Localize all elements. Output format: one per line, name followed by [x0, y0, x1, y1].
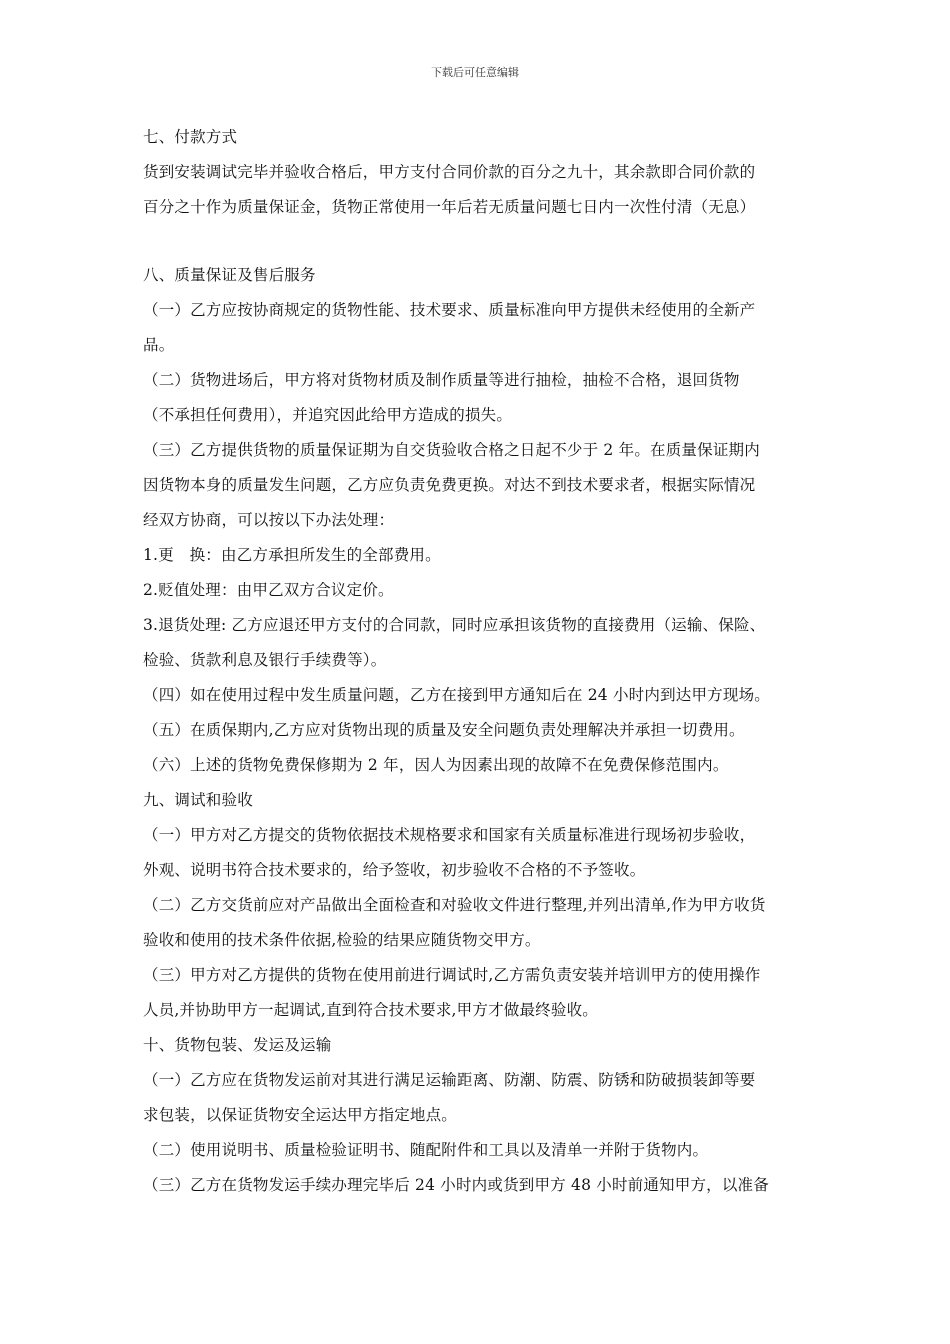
paragraph-line: （二）乙方交货前应对产品做出全面检查和对验收文件进行整理,并列出清单,作为甲方收货 [143, 896, 766, 914]
list-item: 3.退货处理: 乙方应退还甲方支付的合同款，同时应承担该货物的直接费用（运输、保险、 [143, 616, 766, 634]
paragraph-line: 经双方协商，可以按以下办法处理： [143, 511, 395, 529]
paragraph-line: （四）如在使用过程中发生质量问题，乙方在接到甲方通知后在 24 小时内到达甲方现场。 [143, 686, 770, 704]
paragraph-line: （三）乙方提供货物的质量保证期为自交货验收合格之日起不少于 2 年。在质量保证期内 [143, 441, 760, 459]
paragraph-line: 检验、货款利息及银行手续费等）。 [143, 651, 387, 669]
list-item: 2.贬值处理：由甲乙双方合议定价。 [143, 581, 394, 599]
paragraph-line: （二）使用说明书、质量检验证明书、随配附件和工具以及清单一并附于货物内。 [143, 1141, 709, 1159]
paragraph-line: （三）乙方在货物发运手续办理完毕后 24 小时内或货到甲方 48 小时前通知甲方，以准备 [143, 1176, 769, 1194]
paragraph-line: 求包装，以保证货物安全运达甲方指定地点。 [143, 1106, 458, 1124]
paragraph-line: （一）乙方应按协商规定的货物性能、技术要求、质量标准向甲方提供未经使用的全新产 [143, 301, 756, 319]
section-heading-packaging: 十、货物包装、发运及运输 [143, 1036, 332, 1054]
document-body [143, 120, 808, 1203]
paragraph-line: 货到安装调试完毕并验收合格后，甲方支付合同价款的百分之九十，其余款即合同价款的 [143, 163, 756, 181]
paragraph-line: 外观、说明书符合技术要求的，给予签收，初步验收不合格的不予签收。 [143, 861, 646, 879]
paragraph-line: 因货物本身的质量发生问题，乙方应负责免费更换。对达不到技术要求者，根据实际情况 [143, 476, 756, 494]
list-item: 1.更 换：由乙方承担所发生的全部费用。 [143, 546, 441, 564]
paragraph-line: 验收和使用的技术条件依据,检验的结果应随货物交甲方。 [143, 931, 541, 949]
paragraph-line: （五）在质保期内,乙方应对货物出现的质量及安全问题负责处理解决并承担一切费用。 [143, 721, 745, 739]
paragraph-line: （一）乙方应在货物发运前对其进行满足运输距离、防潮、防震、防锈和防破损装卸等要 [143, 1071, 756, 1089]
paragraph-line: （六）上述的货物免费保修期为 2 年，因人为因素出现的故障不在免费保修范围内。 [143, 756, 729, 774]
section-heading-quality: 八、质量保证及售后服务 [143, 266, 316, 284]
paragraph-line: （一）甲方对乙方提交的货物依据技术规格要求和国家有关质量标准进行现场初步验收， [143, 826, 756, 844]
paragraph-line: 人员,并协助甲方一起调试,直到符合技术要求,甲方才做最终验收。 [143, 1001, 598, 1019]
section-heading-payment: 七、付款方式 [143, 128, 238, 146]
page-header: 下载后可任意编辑 [431, 66, 519, 79]
paragraph-line: （三）甲方对乙方提供的货物在使用前进行调试时,乙方需负责安装并培训甲方的使用操作 [143, 966, 761, 984]
paragraph-line: 品。 [143, 336, 175, 354]
paragraph-line: 百分之十作为质量保证金，货物正常使用一年后若无质量问题七日内一次性付清（无息） [143, 198, 756, 216]
paragraph-line: （不承担任何费用），并追究因此给甲方造成的损失。 [143, 406, 513, 424]
section-heading-acceptance: 九、调试和验收 [143, 791, 253, 809]
paragraph-line: （二）货物进场后，甲方将对货物材质及制作质量等进行抽检，抽检不合格，退回货物 [143, 371, 740, 389]
blank-line [143, 225, 808, 258]
